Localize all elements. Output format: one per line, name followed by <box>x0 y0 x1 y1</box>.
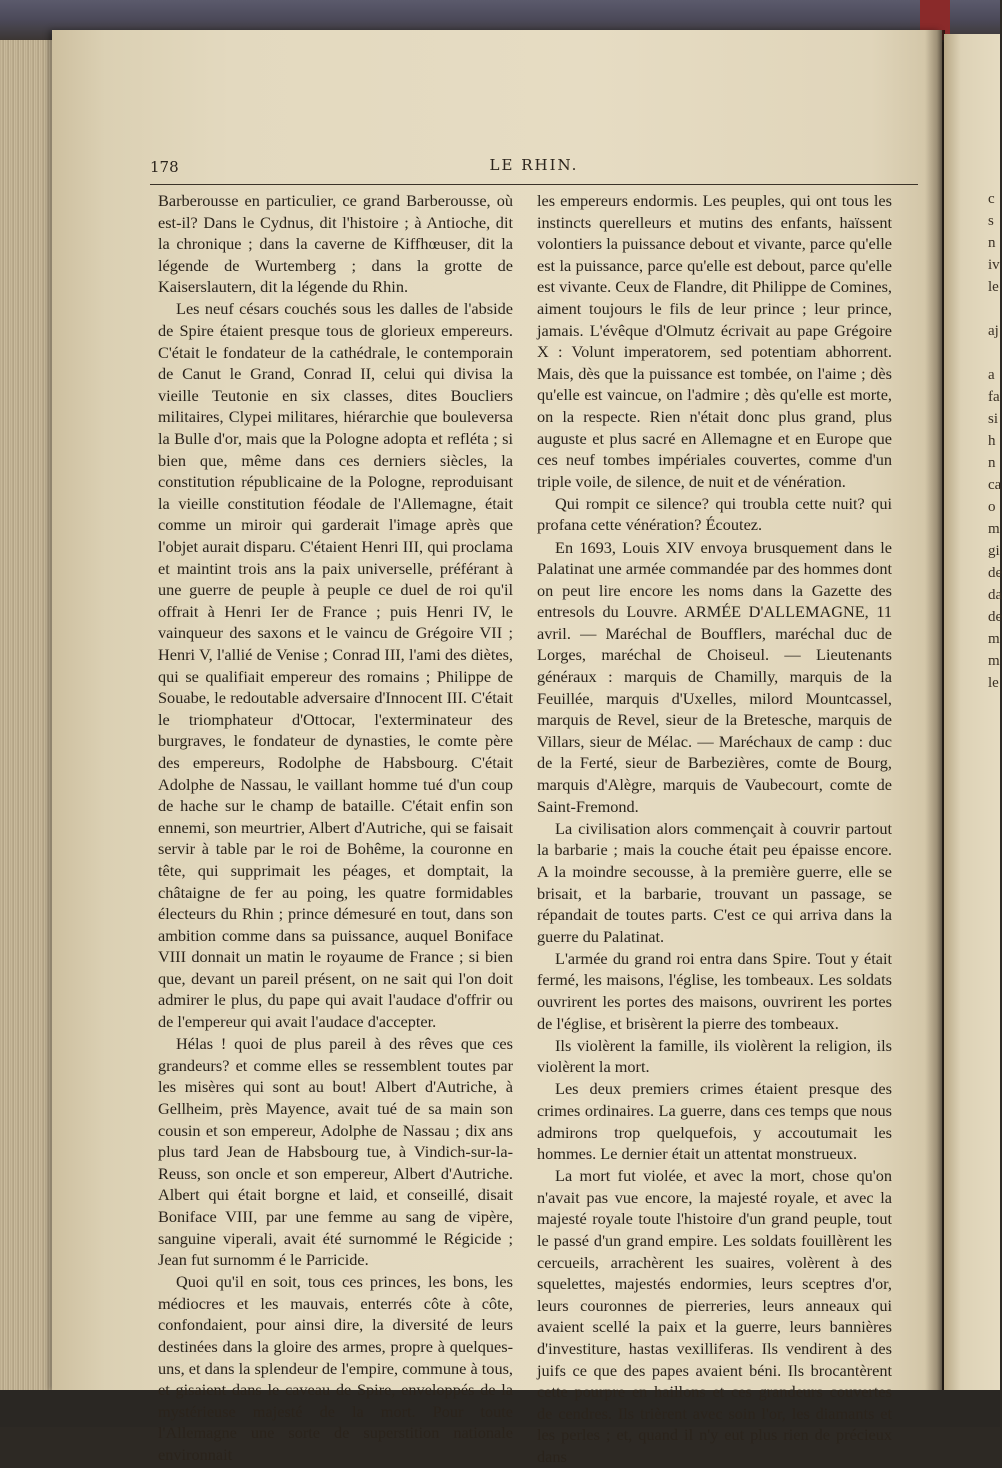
right-text-column <box>537 190 892 1468</box>
facing-fragment: n <box>988 235 996 251</box>
facing-fragment: n <box>988 455 996 471</box>
facing-fragment: le <box>988 675 999 691</box>
facing-fragment: aj <box>988 323 999 339</box>
facing-fragment: h <box>988 433 996 449</box>
facing-fragment: m <box>988 631 1000 647</box>
paragraph: les empereurs endormis. Les peuples, qui ont tous les instincts querelleurs et mutins des enfants, haïssent volontiers la puissance debout et vivante, parce qu'elle est la puissance, parce qu'elle est debout, parce qu'elle est vivante. Ceux de Flandre, dit Philippe de Comines, aiment toujours le fils de leur prince ; leur prince, jamais. L'évêque d'Olmutz écrivait au pape Grégoire X : Volunt imperatorem, sed potentiam abhorrent. Mais, dès que la puissance est tombée, on l'aime ; dès qu'elle est vaincue, on l'admire ; dès qu'elle est morte, on la respecte. Rien n'était donc plus grand, plus auguste et plus sacré en Allemagne et en Europe que ces neuf tombes impériales couvertes, comme d'un triple voile, de silence, de nuit et de vénération. <box>537 191 892 491</box>
facing-fragment: ca <box>988 477 1002 493</box>
paragraph: En 1693, Louis XIV envoya brusquement dans le Palatinat une armée commandée par des hommes dont on peut lire encore les noms dans la Gazette des entresols du Louvre. ARMÉE D'ALLEMAGNE, 11 avril. — Maréchal de Boufflers, maréchal duc de Lorges, maréchal de Choiseul. — Lieutenants généraux : marquis de Chamilly, marquis de la Feuillée, marquis d'Uxelles, milord Mountcassel, marquis de Revel, sieur de la Bretesche, marquis de Villars, sieur de Mélac. — Maréchaux de camp : duc de la Ferté, sieur de Barbezières, comte de Bourg, marquis d'Alègre, marquis de Vaubecourt, comte de Saint-Fremond. <box>537 537 892 816</box>
gutter-shadow <box>925 30 945 1392</box>
facing-fragment: m <box>988 653 1000 669</box>
facing-fragment <box>988 342 1000 364</box>
facing-fragment: c <box>988 191 995 207</box>
facing-fragment: da <box>988 587 1002 603</box>
facing-fragment: gi <box>988 543 1000 559</box>
paragraph: La civilisation alors commençait à couvrir partout la barbarie ; mais la couche était peu épaisse encore. A la moindre secousse, à la première guerre, elle se brisait, et la barbarie, trouvant un passage, se répandait de toutes parts. C'est ce qui arriva dans la guerre du Palatinat. <box>537 818 892 946</box>
paragraph: Ils violèrent la famille, ils violèrent la religion, ils violèrent la mort. <box>537 1035 892 1077</box>
paragraph: Quoi qu'il en soit, tous ces princes, les bons, les médiocres et les mauvais, enterrés côte à côte, confondaient, pour ainsi dire, la diversité de leurs destinées dans la gloire des armes, propre à quelques-uns, et dans la splendeur de l'empire, commune à tous, et gisaient dans le caveau de Spire, enveloppés de la mystérieuse majesté de la mort. Pour toute l'Allemagne une sorte de superstition nationale environnait <box>158 1272 513 1464</box>
paragraph: Hélas ! quoi de plus pareil à des rêves que ces grandeurs? et comme elles se ressemblent toutes par les misères qui sont au bout! Albert d'Autriche, à Gellheim, près Mayence, avait tué de sa main son cousin et son empereur, Adolphe de Nassau ; dix ans plus tard Jean de Habsbourg tue, à Vindich-sur-la-Reuss, son oncle et son empereur, Albert d'Autriche. Albert qui était borgne et laid, et conseillé, disait Boniface VIII, par une femme au sang de vipère, sanguine viperali, avait été surnommé le Régicide ; Jean fut surnomm é le Parricide. <box>158 1034 513 1270</box>
paragraph: Les neuf césars couchés sous les dalles de l'abside de Spire étaient presque tous de glorieux empereurs. C'était le fondateur de la cathédrale, le contemporain de Canut le Grand, Conrad II, celui qui divisa la vieille Teutonie en six classes, dites Boucliers militaires, Clypei militares, hiérarchie que bouleversa la Bulle d'or, mais que la Pologne adopta et refléta ; si bien que, même dans ces derniers siècles, la constitution républicaine de la Pologne, reproduisant la vieille constitution féodale de l'Allemagne, était comme un miroir qui garderait l'image après que l'objet aurait disparu. C'étaient Henri III, qui proclama et maintint trois ans la paix universelle, préférant à une guerre de peuple à peuple ce duel de roi qu'il offrait à Henri Ier de France ; puis Henri IV, le vainqueur des saxons et le vaincu de Grégoire VII ; Henri V, l'allié de Venise ; Conrad III, l'ami des diètes, qui se qualifiait empereur des romains ; Philippe de Souabe, le redoutable adversaire d'Innocent III. C'était le triomphateur d'Ottocar, l'exterminateur des burgraves, le fondateur de dynasties, le comte père des empereurs, Rodolphe de Habsbourg. C'était Adolphe de Nassau, le vaillant homme tué d'un coup de hache sur le champ de bataille. C'était enfin son ennemi, son meurtrier, Albert d'Autriche, qui se faisait servir à table par le roi de Bohême, la couronne en tête, qui supprimait les péages, et domptait, la châtaigne de fer au poing, les quatre formidables électeurs du Rhin ; prince démesuré en tout, dans son ambition comme dans sa puissance, auquel Boniface VIII donnait un matin le royaume de France ; si bien que, devant un pareil présent, on ne sait qui l'on doit admirer le plus, du pape qui avait l'audace d'offrir ou de l'empereur qui avait l'audace d'accepter. <box>158 299 513 1032</box>
facing-fragment: si <box>988 411 999 427</box>
paragraph: Les deux premiers crimes étaient presque des crimes ordinaires. La guerre, dans ces temps que nous admirons trop quelquefois, y accoutumait les hommes. Le dernier était un attentat monstrueux. <box>537 1079 892 1164</box>
facing-fragment: o <box>988 499 996 515</box>
facing-fragment: de <box>988 565 1002 581</box>
facing-fragment: a <box>988 367 995 383</box>
facing-fragment: de <box>988 609 1002 625</box>
facing-fragment: m <box>988 521 1000 537</box>
left-text-column <box>158 190 513 1466</box>
facing-fragment: iv <box>988 257 1000 273</box>
running-head <box>150 154 918 185</box>
facing-fragment: s <box>988 213 994 229</box>
facing-fragment <box>988 298 1000 320</box>
running-title: LE RHIN. <box>489 156 579 174</box>
paragraph: Barberousse en particulier, ce grand Barberousse, où est-il? Dans le Cydnus, dit l'histoire ; à Antioche, dit la chronique ; dans la caverne de Kiffhœuser, dit la légende de Wurtemberg ; dans la grotte de Kaiserslautern, dit la légende du Rhin. <box>158 191 513 297</box>
facing-page-text-fragments <box>988 188 1000 694</box>
page-number: 178 <box>150 158 179 176</box>
facing-fragment: fa <box>988 389 1000 405</box>
paragraph: La mort fut violée, et avec la mort, chose qu'on n'avait pas vue encore, la majesté royale, et avec la majesté royale toute l'histoire d'un grand peuple, tout le passé d'un grand empire. Les soldats fouillèrent les cercueils, arrachèrent les suaires, volèrent à des squelettes, majestés endormies, leurs sceptres d'or, leurs couronnes de pierreries, leurs anneaux qui avaient scellé la paix et la guerre, leurs bannières d'investiture, hastas vexilliferas. Ils vendirent à des juifs ce que des papes avaient béni. Ils brocantèrent cette pourpre en haillons et ces grandeurs couvertes de cendres. Ils trièrent avec soin l'or, les diamants et les perles ; et, quand il n'y eut plus rien de précieux dans <box>537 1166 892 1466</box>
paragraph: L'armée du grand roi entra dans Spire. Tout y était fermé, les maisons, l'église, les tombeaux. Les soldats ouvrirent les portes des maisons, ouvrirent les portes de l'église, et brisèrent la pierre des tombeaux. <box>537 948 892 1033</box>
paragraph: Qui rompit ce silence? qui troubla cette nuit? qui profana cette vénération? Écoutez. <box>537 493 892 535</box>
facing-fragment: le <box>988 279 999 295</box>
